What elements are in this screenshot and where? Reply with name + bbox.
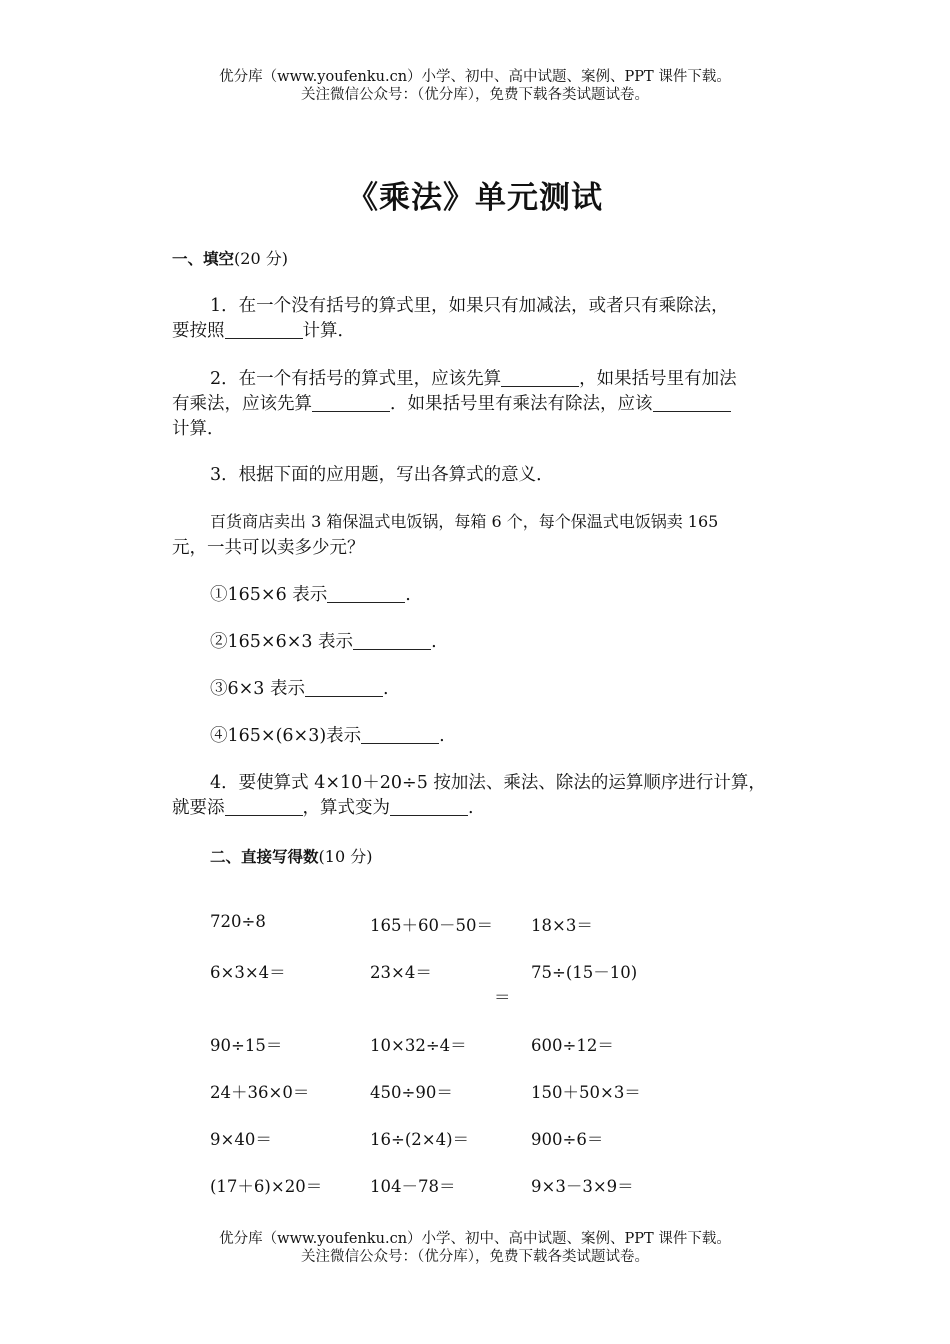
- calc-item: 600÷12＝: [531, 1036, 614, 1055]
- q3-sub-1: [210, 581, 411, 606]
- q3-intro: 3．根据下面的应用题，写出各算式的意义．: [210, 465, 554, 485]
- section-1-heading: [172, 246, 288, 269]
- calc-item: 900÷6＝: [531, 1130, 604, 1149]
- q3-sub-4-end: .: [439, 726, 445, 746]
- q1-text-c: 计算．: [302, 321, 355, 341]
- q3-sub-4-blank[interactable]: [361, 726, 439, 745]
- q4-line-2: [172, 794, 474, 819]
- q3-problem-text: 百货商店卖出 3 箱保温式电饭锅，每箱 6 个，每个保温式电饭锅卖 165: [210, 512, 719, 531]
- page-header: [0, 68, 950, 104]
- section-2-label: 二、直接写得数: [210, 848, 319, 866]
- calc-item: 24＋36×0＝: [210, 1083, 310, 1102]
- q2-blank-2[interactable]: [312, 394, 390, 413]
- section-1-score: (20 分): [234, 249, 288, 268]
- calc-item: 165＋60－50＝: [370, 916, 493, 935]
- calc-item: 450÷90＝: [370, 1083, 453, 1102]
- header-line-1: 优分库（www.youfenku.cn）小学、初中、高中试题、案例、PPT 课件下载。: [219, 69, 731, 85]
- calc-item: 150＋50×3＝: [531, 1083, 641, 1102]
- q3-sub-3-text: ③6×3 表示: [210, 679, 305, 699]
- q3-sub-2-text: ②165×6×3 表示: [210, 632, 354, 652]
- q4-blank-1[interactable]: [225, 798, 303, 817]
- section-2-heading: [210, 844, 372, 867]
- calc-item: 9×40＝: [210, 1130, 272, 1149]
- calc-item: 75÷(15－10): [531, 963, 638, 982]
- calc-item: 16÷(2×4)＝: [370, 1130, 470, 1149]
- q3-sub-3-end: .: [383, 679, 389, 699]
- q3-sub-2-blank[interactable]: [353, 632, 431, 651]
- calc-item: 90÷15＝: [210, 1036, 283, 1055]
- q2-blank-3[interactable]: [653, 394, 731, 413]
- page-title: 《乘法》单元测试: [347, 180, 603, 216]
- header-line-2: 关注微信公众号：（优分库），免费下载各类试题试卷。: [301, 87, 649, 103]
- q1-line-1: 1．在一个没有括号的算式里，如果只有加减法，或者只有乘除法，: [210, 296, 729, 316]
- q2-text-d: ．如果括号里有乘法有除法，应该: [390, 394, 653, 414]
- q3-sub-4: [210, 722, 445, 747]
- page-footer: [0, 1230, 950, 1266]
- q4-line-1: 4．要使算式 4×10＋20÷5 按加法、乘法、除法的运算顺序进行计算，: [210, 773, 766, 793]
- calc-item: 6×3×4＝: [210, 963, 286, 982]
- q2-text-b: ，如果括号里有加法: [579, 369, 737, 389]
- q3-sub-2: [210, 628, 437, 653]
- calc-item: 720÷8: [210, 912, 266, 931]
- q1-line-2: [172, 317, 355, 342]
- q2-blank-1[interactable]: [501, 369, 579, 388]
- calc-item: (17＋6)×20＝: [210, 1177, 323, 1196]
- section-1-label: 一、填空: [172, 250, 235, 268]
- footer-line-2: 关注微信公众号：（优分库），免费下载各类试题试卷。: [301, 1249, 649, 1265]
- q2-text-c: 有乘法，应该先算: [172, 394, 312, 414]
- q3-sub-3: [210, 675, 389, 700]
- q4-text-c: ，算式变为: [302, 798, 390, 818]
- q3-problem-line-1: [210, 509, 718, 532]
- q4-blank-2[interactable]: [390, 798, 468, 817]
- q3-sub-2-end: .: [431, 632, 437, 652]
- calc-item-equals: ＝: [494, 988, 511, 1007]
- q3-problem-line-2: 元，一共可以卖多少元？: [172, 538, 365, 558]
- calc-item: 104－78＝: [370, 1177, 456, 1196]
- calc-item: 10×32÷4＝: [370, 1036, 467, 1055]
- q2-line-2: [172, 390, 731, 415]
- q3-sub-1-end: .: [405, 585, 411, 605]
- q3-sub-1-blank[interactable]: [327, 585, 405, 604]
- footer-line-1: 优分库（www.youfenku.cn）小学、初中、高中试题、案例、PPT 课件下载。: [219, 1231, 731, 1247]
- q4-text-d: .: [468, 798, 474, 818]
- calc-item: 18×3＝: [531, 916, 593, 935]
- q3-sub-1-text: ①165×6 表示: [210, 585, 328, 605]
- q1-text-b: 要按照: [172, 321, 225, 341]
- q3-sub-4-text: ④165×(6×3)表示: [210, 726, 362, 746]
- q3-sub-3-blank[interactable]: [305, 679, 383, 698]
- section-2-score: (10 分): [318, 847, 373, 866]
- q2-text-a: 2．在一个有括号的算式里，应该先算: [210, 369, 502, 389]
- q1-blank[interactable]: [225, 321, 303, 340]
- calc-item: 23×4＝: [370, 963, 432, 982]
- q2-line-1: [210, 365, 737, 390]
- calc-item: 9×3－3×9＝: [531, 1177, 634, 1196]
- q4-text-b: 就要添: [172, 798, 225, 818]
- q2-line-3: 计算．: [172, 419, 225, 439]
